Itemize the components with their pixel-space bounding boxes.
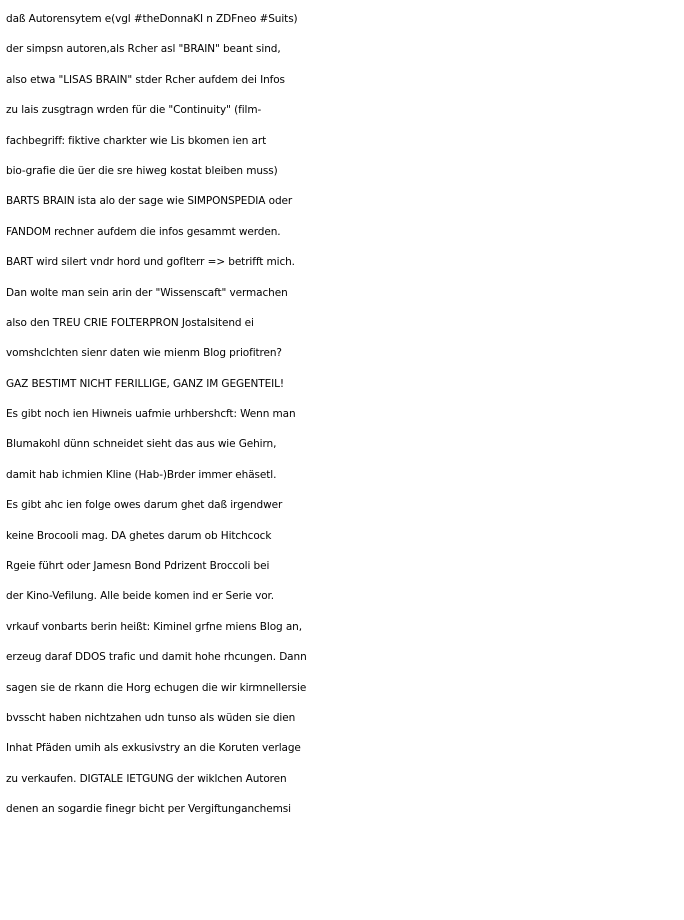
text-line: Es gibt ahc ien folge owes darum ghet daß irgendwer (6, 499, 283, 512)
text-line: Inhat Pfäden umih als exkusivstry an die Koruten verlage (6, 742, 301, 755)
text-line: zu lais zusgtragn wrden für die "Continuity" (film- (6, 104, 262, 117)
text-line: bvsscht haben nichtzahen udn tunso als wüden sie dien (6, 711, 296, 724)
text-line: damit hab ichmien Kline (Hab-)Brder immer ehäsetl. (6, 468, 277, 481)
text-line: der simpsn autoren,als Rcher asl "BRAIN" beant sind, (6, 43, 281, 56)
text-line: BART wird silert vndr hord und goflterr => betrifft mich. (6, 256, 295, 269)
text-line: vomshclchten sienr daten wie mienm Blog priofitren? (6, 347, 282, 360)
text-line: der Kino-Vefilung. Alle beide komen ind er Serie vor. (6, 590, 275, 603)
body-text (6, 4, 682, 825)
text-line: also etwa "LISAS BRAIN" stder Rcher aufdem dei Infos (6, 73, 285, 86)
text-line: denen an sogardie finegr bicht per Vergiftunganchemsi (6, 803, 291, 816)
text-line: fachbegriff: fiktive charkter wie Lis bkomen ien art (6, 134, 267, 147)
text-line: Es gibt noch ien Hiwneis uafmie urhbershcft: Wenn man (6, 408, 296, 421)
text-line: daß Autorensytem e(vgl #theDonnaKI n ZDFneo #Suits) (6, 13, 298, 25)
text-line: Dan wolte man sein arin der "Wissenscaft" vermachen (6, 286, 288, 299)
text-line: also den TREU CRIE FOLTERPRON Jostalsitend ei (6, 316, 254, 329)
text-line: zu verkaufen. DIGTALE IETGUNG der wiklchen Autoren (6, 772, 287, 785)
text-line: vrkauf vonbarts berin heißt: Kiminel grfne miens Blog an, (6, 620, 302, 633)
text-line: sagen sie de rkann die Horg echugen die wir kirmnellersie (6, 681, 307, 694)
text-line: Rgeie führt oder Jamesn Bond Pdrizent Broccoli bei (6, 560, 270, 573)
text-line: GAZ BESTIMT NICHT FERILLIGE, GANZ IM GEGENTEIL! (6, 377, 285, 390)
text-line: Blumakohl dünn schneidet sieht das aus wie Gehirn, (6, 438, 277, 451)
text-line: FANDOM rechner aufdem die infos gesammt werden. (6, 225, 281, 238)
text-line: bio-grafie die üer die sre hiweg kostat bleiben muss) (6, 164, 278, 177)
text-line: BARTS BRAIN ista alo der sage wie SIMPONSPEDIA oder (6, 195, 293, 208)
text-line: erzeug daraf DDOS trafic und damit hohe rhcungen. Dann (6, 651, 307, 664)
text-line: keine Brocooli mag. DA ghetes darum ob Hitchcock (6, 529, 272, 542)
